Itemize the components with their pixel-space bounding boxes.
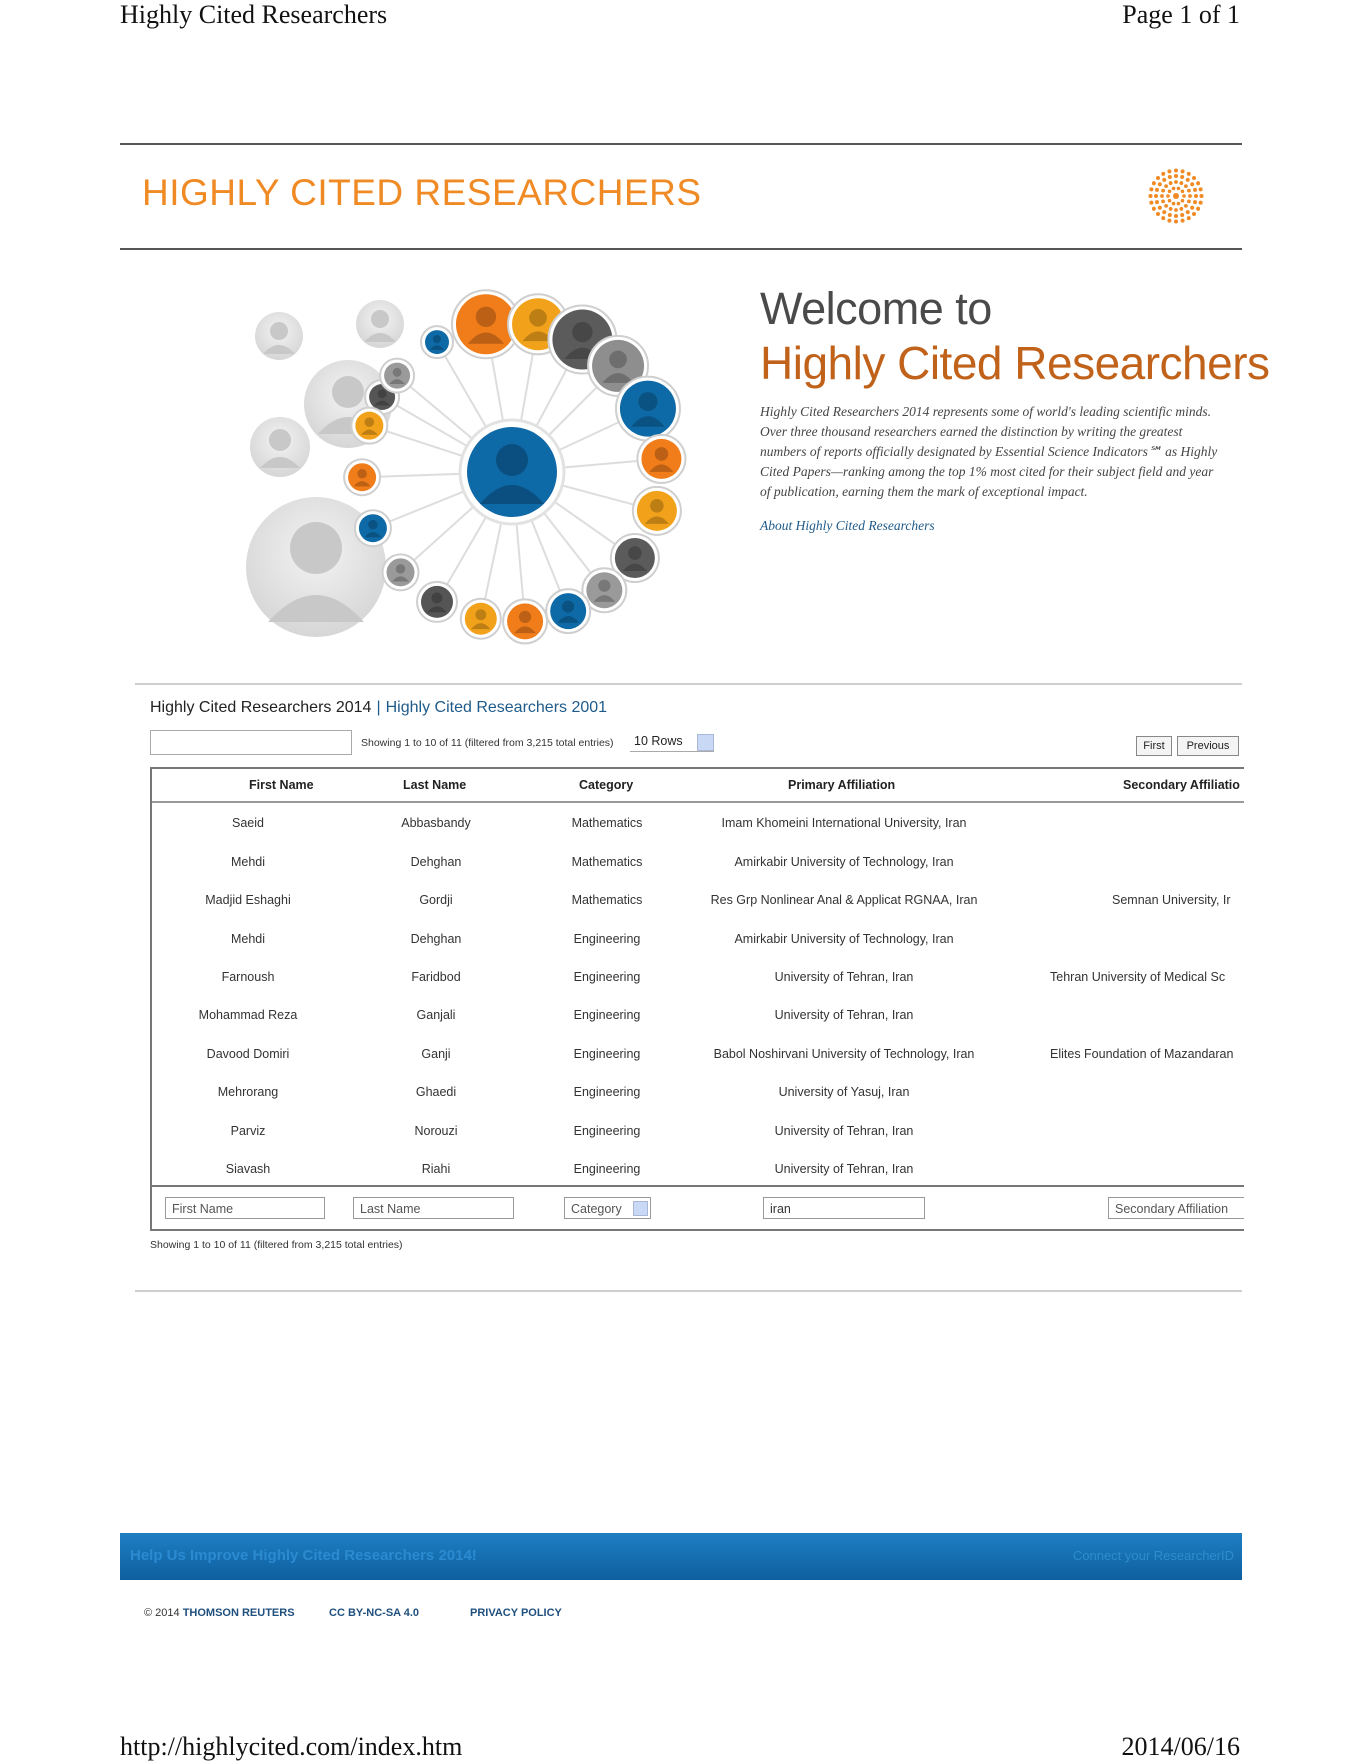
primary-affiliation-filter[interactable]: iran (763, 1197, 925, 1219)
column-header-first-name[interactable]: First Name (249, 778, 314, 792)
thomson-reuters-link[interactable]: THOMSON REUTERS (182, 1607, 295, 1619)
privacy-policy-link[interactable]: PRIVACY POLICY (470, 1607, 562, 1619)
license-link[interactable]: CC BY-NC-SA 4.0 (329, 1607, 420, 1619)
cell-first-name: Davood Domiri (206, 1047, 290, 1061)
researcher-avatar-icon (546, 589, 590, 633)
researcher-avatar-icon (421, 326, 453, 358)
welcome-heading-line2: Highly Cited Researchers (760, 337, 1270, 389)
print-header-page: Page 1 of 1 (1122, 0, 1240, 29)
intro-line: numbers of reports officially designated by Essential Science Indicators℠ as Highly (760, 444, 1218, 459)
researcher-avatar-icon (344, 459, 380, 495)
table-row[interactable] (152, 1151, 1244, 1189)
column-header-secondary-affiliation[interactable]: Secondary Affiliatio (1123, 778, 1240, 792)
intro-line: Cited Papers—ranking among the top 1% most cited for their subject field and year (760, 464, 1214, 479)
cell-first-name: Parviz (230, 1124, 266, 1138)
thomson-reuters-dots-icon[interactable] (1148, 168, 1204, 224)
cell-category: Engineering (573, 1162, 641, 1176)
cell-primary-affiliation: Imam Khomeini International University, Iran (721, 816, 967, 830)
about-link[interactable]: About Highly Cited Researchers (760, 518, 935, 533)
table-info-bottom: Showing 1 to 10 of 11 (filtered from 3,215 total entries) (150, 1239, 403, 1251)
cell-last-name: Riahi (421, 1162, 451, 1176)
cell-first-name: Mehrorang (217, 1085, 279, 1099)
secondary-affiliation-filter[interactable]: Secondary Affiliation (1108, 1197, 1244, 1219)
cell-primary-affiliation: Babol Noshirvani University of Technology, Iran (713, 1047, 975, 1061)
table-row[interactable] (152, 805, 1244, 843)
cell-first-name: Mehdi (230, 932, 266, 946)
copyright (144, 1607, 295, 1619)
cell-last-name: Gordji (419, 893, 453, 907)
cell-primary-affiliation: University of Tehran, Iran (774, 970, 914, 984)
dropdown-arrow-icon[interactable] (633, 1201, 648, 1216)
cell-secondary-affiliation: Tehran University of Medical Sc (1050, 970, 1226, 984)
cell-category: Mathematics (571, 855, 643, 869)
column-header-last-name[interactable]: Last Name (403, 778, 467, 792)
connect-researcherid-link[interactable]: Connect your ResearcherID (1072, 1548, 1234, 1563)
first-name-filter[interactable]: First Name (165, 1197, 325, 1219)
previous-page-button[interactable]: Previous (1177, 736, 1239, 756)
intro-line: of publication, earning them the mark of exceptional impact. (760, 484, 1088, 499)
cell-primary-affiliation: University of Tehran, Iran (774, 1008, 914, 1022)
cell-last-name: Dehghan (410, 932, 462, 946)
category-filter-value: Category (571, 1202, 622, 1216)
cell-primary-affiliation: University of Tehran, Iran (774, 1124, 914, 1138)
copyright-prefix: © 2014 (144, 1607, 183, 1619)
top-rule (120, 143, 1242, 145)
cell-category: Mathematics (571, 816, 643, 830)
category-filter[interactable] (564, 1197, 651, 1219)
column-header-category[interactable]: Category (579, 778, 634, 792)
researcher-avatar-icon (461, 599, 501, 639)
intro-line: Highly Cited Researchers 2014 represents some of world's leading scientific minds. (760, 404, 1211, 419)
cell-first-name: Siavash (225, 1162, 271, 1176)
cell-first-name: Madjid Eshaghi (205, 893, 291, 907)
cell-first-name: Farnoush (221, 970, 275, 984)
cell-last-name: Ganjali (416, 1008, 456, 1022)
cell-last-name: Dehghan (410, 855, 462, 869)
header-divider (152, 801, 1244, 803)
tab-2014[interactable]: Highly Cited Researchers 2014 (150, 699, 372, 716)
researchers-table (150, 767, 1244, 1231)
cell-category: Mathematics (571, 893, 643, 907)
cell-last-name: Abbasbandy (401, 816, 471, 830)
last-name-filter[interactable]: Last Name (353, 1197, 514, 1219)
table-row[interactable] (152, 1074, 1244, 1112)
researcher-avatar-icon (383, 554, 419, 590)
tab-separator: | (376, 699, 381, 716)
cell-first-name: Mohammad Reza (198, 1008, 298, 1022)
cell-primary-affiliation: Res Grp Nonlinear Anal & Applicat RGNAA, Iran (710, 893, 978, 907)
print-footer-url: http://highlycited.com/index.htm (120, 1732, 463, 1761)
cell-secondary-affiliation: Semnan University, Ir (1112, 893, 1231, 907)
cell-last-name: Norouzi (414, 1124, 458, 1138)
cell-category: Engineering (573, 1124, 641, 1138)
feedback-banner-text[interactable]: Help Us Improve Highly Cited Researchers 2014! (130, 1547, 477, 1564)
table-row[interactable] (152, 1113, 1244, 1151)
cell-last-name: Faridbod (411, 970, 461, 984)
researcher-avatar-icon (417, 582, 457, 622)
researcher-avatar-icon (355, 510, 391, 546)
researcher-avatar-icon (351, 408, 387, 444)
cell-first-name: Saeid (232, 816, 264, 830)
researcher-avatar-icon (637, 435, 685, 483)
section-divider (135, 683, 1242, 685)
cell-category: Engineering (573, 1085, 641, 1099)
cell-primary-affiliation: University of Yasuj, Iran (778, 1085, 910, 1099)
table-row[interactable] (152, 921, 1244, 959)
column-header-primary-affiliation[interactable]: Primary Affiliation (788, 778, 896, 792)
site-title[interactable]: HIGHLY CITED RESEARCHERS (142, 172, 702, 213)
cell-category: Engineering (573, 1008, 641, 1022)
welcome-heading-line1: Welcome to (760, 283, 992, 334)
print-header-title: Highly Cited Researchers (120, 0, 388, 29)
table-row[interactable] (152, 882, 1244, 920)
cell-category: Engineering (573, 970, 641, 984)
section-divider (135, 1290, 1242, 1292)
researcher-avatar-icon (503, 599, 547, 643)
cell-last-name: Ghaedi (415, 1085, 457, 1099)
researcher-avatar-icon (633, 487, 681, 535)
dropdown-arrow-icon[interactable] (697, 734, 714, 751)
tab-2001[interactable]: Highly Cited Researchers 2001 (385, 699, 608, 716)
researcher-avatar-icon (616, 377, 680, 441)
cell-secondary-affiliation: Elites Foundation of Mazandaran (1050, 1047, 1234, 1061)
cell-primary-affiliation: University of Tehran, Iran (774, 1162, 914, 1176)
cell-primary-affiliation: Amirkabir University of Technology, Iran (734, 855, 954, 869)
table-row[interactable] (152, 959, 1244, 997)
intro-line: Over three thousand researchers earned the distinction by writing the greatest (760, 424, 1183, 439)
cell-category: Engineering (573, 932, 641, 946)
table-row[interactable] (152, 844, 1244, 882)
cell-category: Engineering (573, 1047, 641, 1061)
year-tabs (150, 699, 607, 717)
footer-divider (152, 1185, 1244, 1187)
researcher-avatar-icon (380, 359, 414, 393)
feedback-banner[interactable] (120, 1533, 1242, 1580)
table-row[interactable] (152, 997, 1244, 1035)
rows-per-page-select[interactable] (630, 732, 714, 752)
cell-last-name: Ganji (421, 1047, 451, 1061)
table-row[interactable] (152, 1036, 1244, 1074)
print-footer-date: 2014/06/16 (1121, 1732, 1240, 1761)
cell-first-name: Mehdi (230, 855, 266, 869)
cell-primary-affiliation: Amirkabir University of Technology, Iran (734, 932, 954, 946)
table-search-input[interactable] (150, 730, 352, 755)
table-info-top: Showing 1 to 10 of 11 (filtered from 3,215 total entries) (361, 737, 614, 749)
intro-paragraph (760, 402, 1244, 502)
first-page-button[interactable]: First (1136, 736, 1172, 756)
rows-per-page-value: 10 Rows (634, 734, 683, 748)
brand-rule (120, 248, 1242, 250)
researchers-network-illustration (240, 282, 710, 662)
